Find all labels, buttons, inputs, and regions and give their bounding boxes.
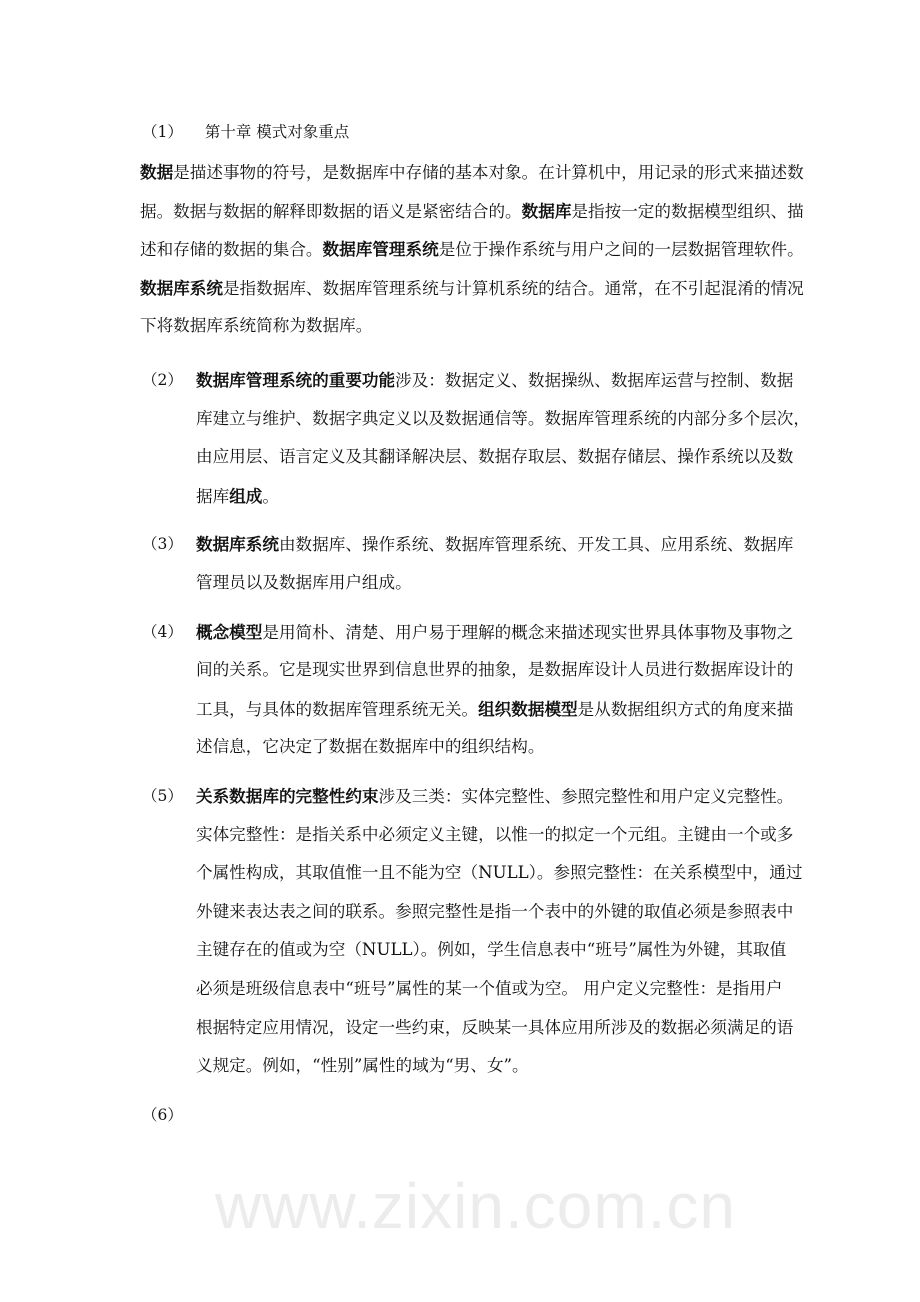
- text-line: [196, 861, 803, 885]
- bold-term: 数据库: [521, 200, 572, 221]
- text-line: [196, 1016, 794, 1040]
- text-segment: 必须是班级信息表中“班号”属性的某一个值或为空。 用户定义完整性：是指用户: [196, 979, 783, 998]
- text-segment: 是指按一定的数据模型组织、描: [571, 201, 804, 221]
- text-line: [196, 1054, 780, 1078]
- text-segment: 外键来表达表之间的联系。参照完整性是指一个表中的外键的取值必须是参照表中: [196, 901, 794, 921]
- text-segment: 工具，与具体的数据库管理系统无关。: [196, 699, 479, 719]
- text-segment: 管理员以及数据库用户组成。: [196, 573, 412, 592]
- title-text: 第十章 模式对象重点: [204, 123, 350, 141]
- text-segment: 据。数据与数据的解释即数据的语义是紧密结合的。: [140, 201, 522, 221]
- text-segment: 涉及三类：实体完整性、参照完整性和用户定义完整性。: [378, 787, 794, 806]
- text-line: [196, 445, 794, 469]
- text-line: [196, 977, 783, 1001]
- text-line: [140, 160, 804, 184]
- text-line: [140, 237, 804, 261]
- bold-term: 数据库系统: [196, 534, 279, 555]
- text-line: [196, 900, 794, 924]
- bold-term: 组成: [229, 485, 263, 506]
- text-line: [196, 823, 794, 847]
- title-number: （1）: [142, 123, 183, 141]
- text-line: [196, 484, 780, 508]
- text-line: [196, 784, 794, 808]
- text-segment: 义规定。例如，“性别”属性的域为“男、女”。: [196, 1056, 529, 1076]
- chapter-title: [142, 120, 349, 142]
- text-line: [196, 620, 794, 644]
- bold-term: 概念模型: [196, 621, 263, 642]
- text-line: [196, 697, 794, 721]
- text-segment: 是从数据组织方式的角度来描: [577, 699, 794, 719]
- text-line: [196, 658, 794, 682]
- text-segment: 间的关系。它是现实世界到信息世界的抽象，是数据库设计人员进行数据库设计的: [196, 660, 794, 680]
- text-segment: 由应用层、语言定义及其翻译解决层、数据存取层、数据存储层、操作系统以及数: [196, 447, 794, 467]
- text-segment: 据库: [196, 486, 230, 506]
- text-segment: 是用简朴、清楚、用户易于理解的概念来描述现实世界具体事物及事物之: [262, 622, 794, 642]
- text-segment: 述和存储的数据的集合。: [140, 240, 323, 260]
- text-line: [196, 407, 810, 431]
- text-segment: 实体完整性：是指关系中必须定义主键，以惟一的拟定一个元组。主键由一个或多: [196, 824, 794, 844]
- item-number: （4）: [142, 622, 183, 641]
- text-line: [196, 735, 780, 759]
- text-segment: 个属性构成，其取值惟一且不能为空（NULL）。参照完整性：在关系模型中，通过: [196, 863, 803, 883]
- text-segment: 库建立与维护、数据字典定义以及数据通信等。数据库管理系统的内部分多个层次，: [196, 408, 810, 428]
- bold-term: 数据库管理系统: [322, 239, 439, 260]
- text-line: [196, 571, 780, 595]
- text-segment: 由数据库、操作系统、数据库管理系统、开发工具、应用系统、数据库: [278, 535, 794, 555]
- text-segment: 主键存在的值或为空（NULL）。例如，学生信息表中“班号”属性为外键，其取值: [196, 940, 787, 960]
- watermark: www.zixin.com.cn: [215, 1170, 736, 1242]
- bold-term: 组织数据模型: [478, 698, 578, 719]
- item-number: （6）: [142, 1105, 183, 1124]
- bold-term: 数据库系统: [140, 277, 223, 298]
- text-segment: 涉及：数据定义、数据操纵、数据库运营与控制、数据: [395, 371, 794, 390]
- text-line: [196, 368, 794, 392]
- bold-term: 数据库管理系统的重要功能: [196, 370, 396, 390]
- text-segment: 下将数据库系统简称为数据库。: [140, 316, 373, 336]
- text-segment: 是描述事物的符号，是数据库中存储的基本对象。在计算机中，用记录的形式来描述数: [173, 163, 804, 182]
- text-segment: 是指数据库、数据库管理系统与计算机系统的结合。通常，在不引起混淆的情况: [222, 278, 804, 298]
- text-line: [140, 199, 804, 223]
- text-line: [140, 276, 804, 300]
- bold-term: 数据: [140, 162, 174, 182]
- text-line: [196, 938, 787, 962]
- bold-term: 关系数据库的完整性约束: [196, 786, 379, 806]
- text-segment: 。: [262, 486, 279, 506]
- item-number: （2）: [142, 371, 183, 389]
- item-number: （3）: [142, 535, 183, 554]
- text-segment: 根据特定应用情况，设定一些约束，反映某一具体应用所涉及的数据必须满足的语: [196, 1017, 794, 1037]
- text-line: [140, 314, 780, 338]
- item-number: （5）: [142, 787, 183, 805]
- text-segment: 述信息，它决定了数据在数据库中的组织结构。: [196, 737, 545, 757]
- text-line: [196, 532, 794, 556]
- text-segment: 是位于操作系统与用户之间的一层数据管理软件。: [438, 240, 804, 260]
